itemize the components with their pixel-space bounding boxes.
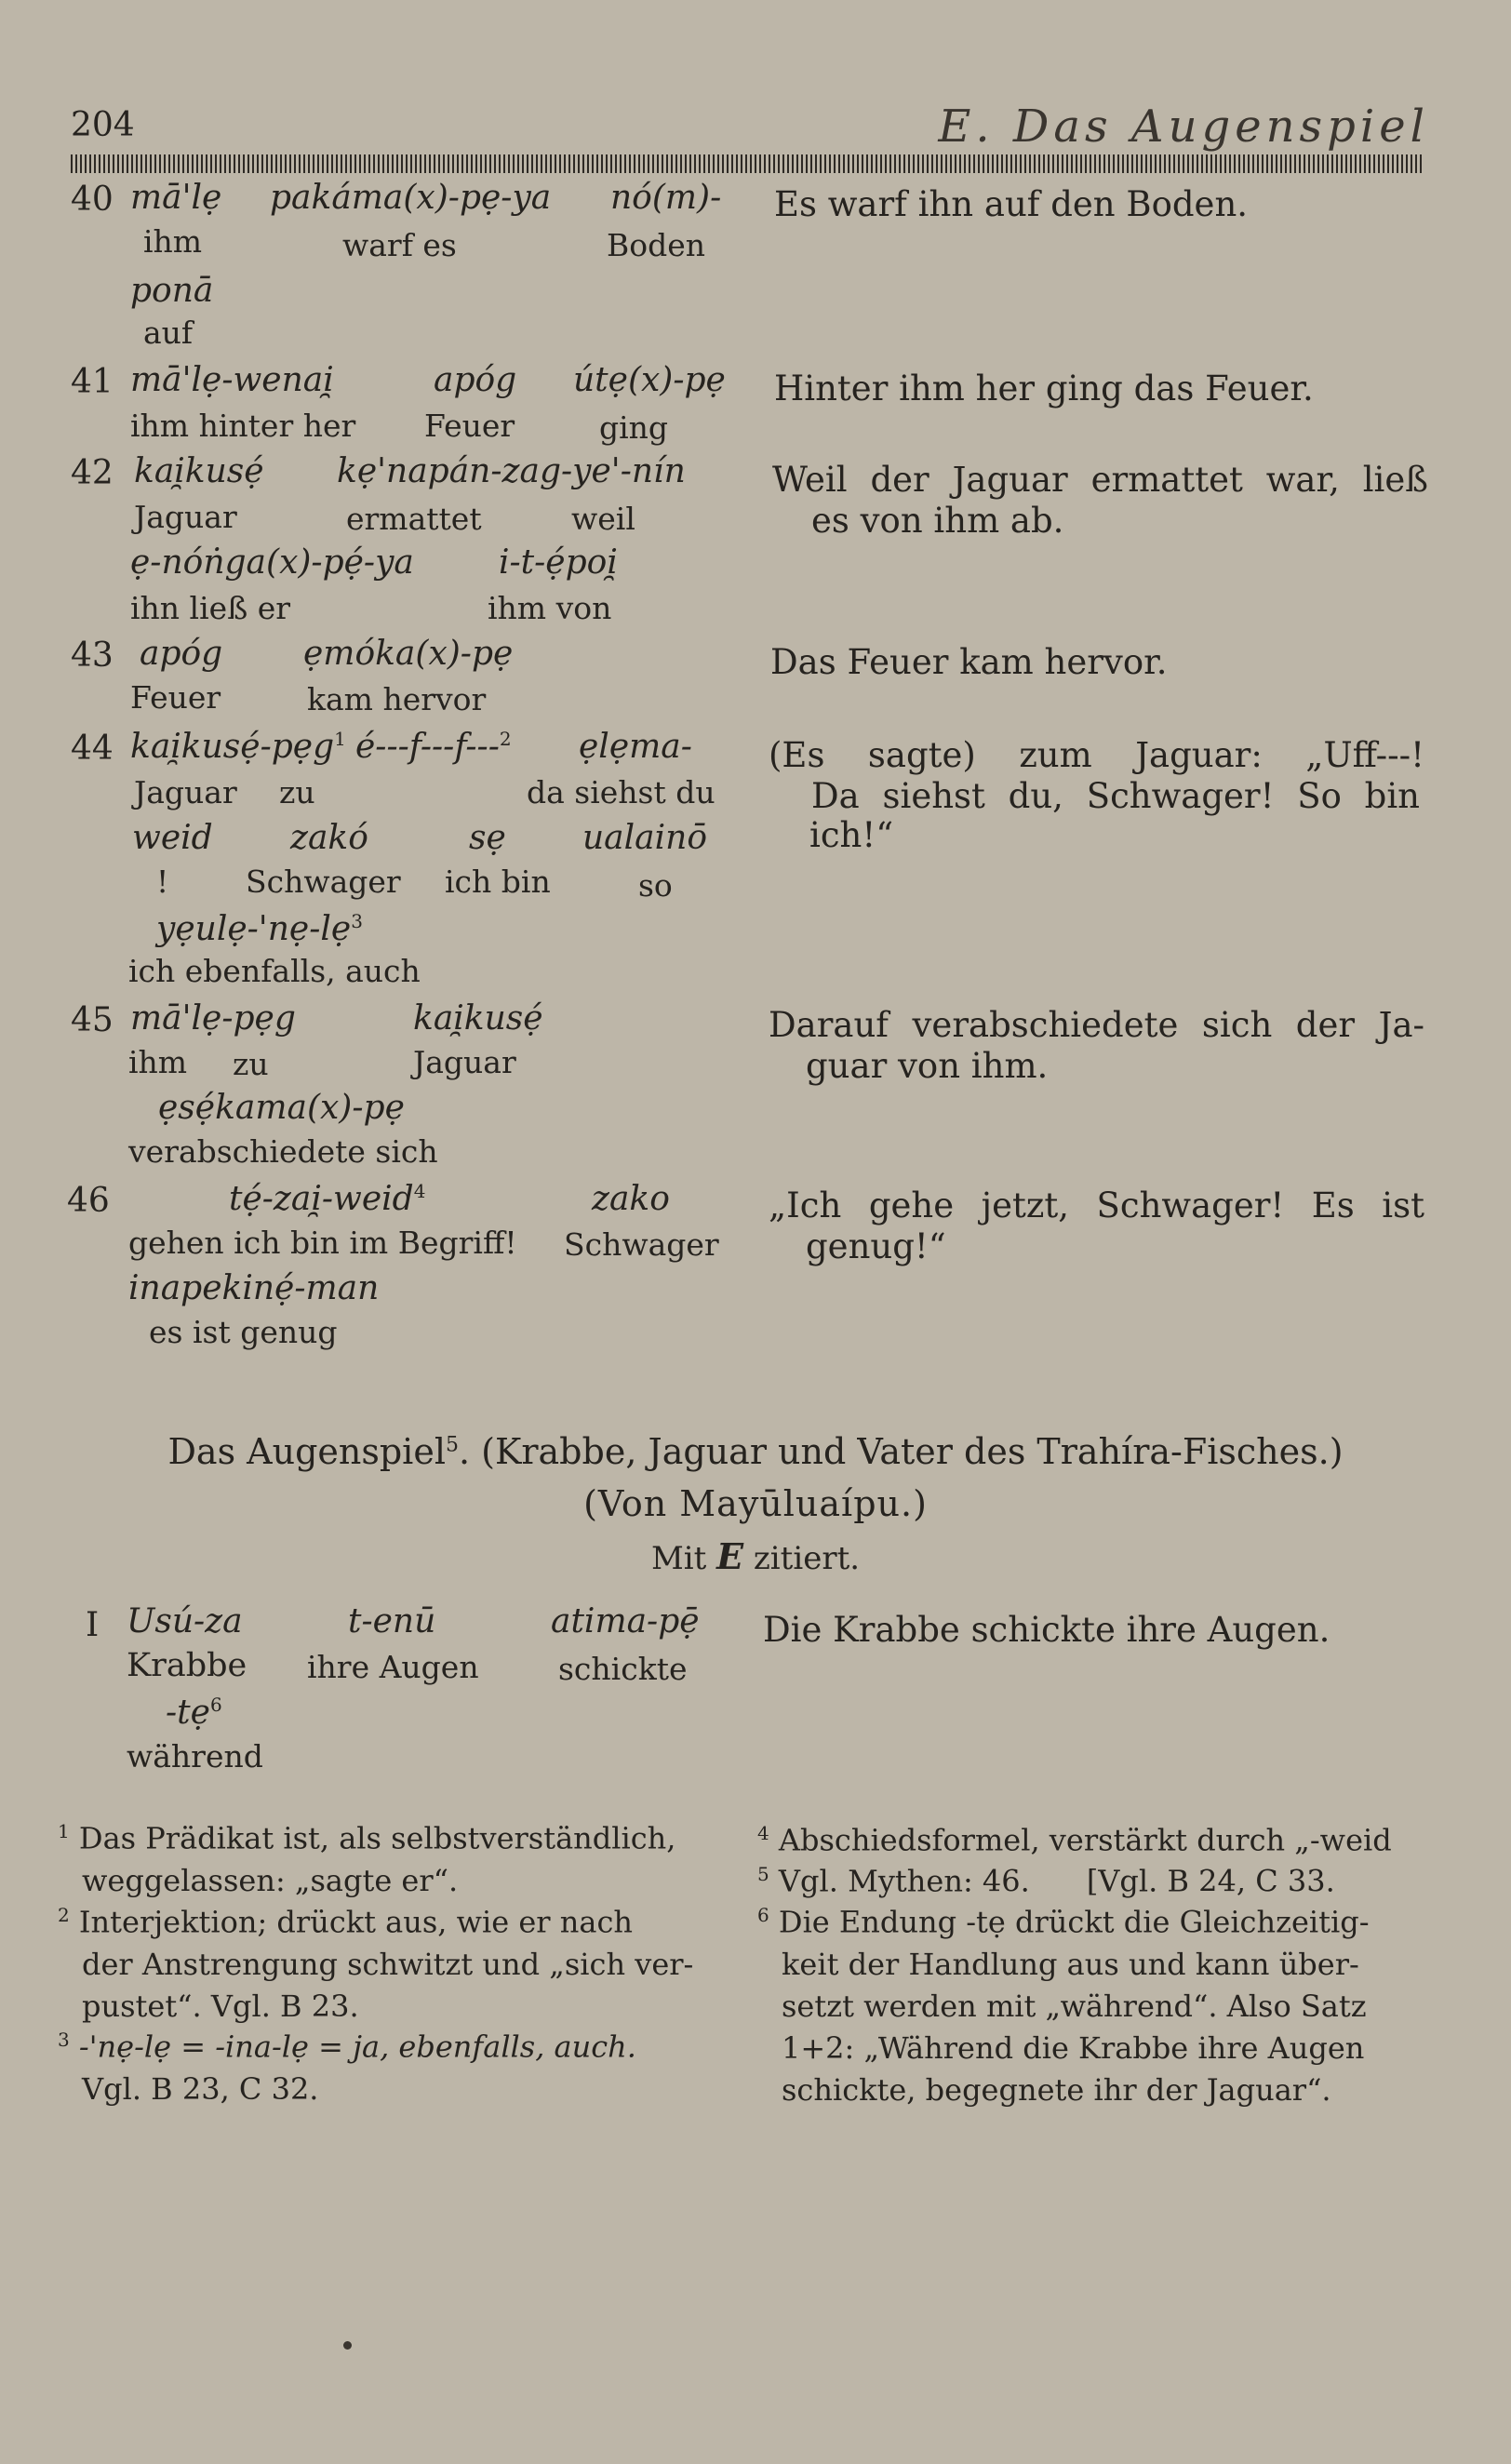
kalapalo-word: i-t-ẹ́poi̯ — [499, 543, 618, 582]
kalapalo-word: t-enū — [348, 1602, 436, 1640]
kalapalo-word: ẹ-nóṅga(x)-pẹ́-ya — [130, 543, 414, 582]
line-number: 44 — [71, 730, 114, 768]
kalapalo-word: Usú-za — [127, 1602, 243, 1640]
section-author: (Von Mayūluaípu.) — [583, 1483, 928, 1524]
gloss: warf es — [342, 227, 457, 263]
section-title: Das Augenspiel$^5$. (Krabbe, Jaguar und Vater des Trahíra-Fisches.) — [167, 1431, 1344, 1472]
kalapalo-word: apóg — [434, 361, 517, 399]
translation: Das Feuer kam hervor. — [770, 642, 1168, 682]
gloss: ihn ließ er — [130, 590, 291, 626]
kalapalo-word: apóg — [140, 635, 223, 673]
print-speck — [343, 2341, 352, 2350]
gloss: Feuer — [130, 679, 221, 716]
translation: Die Krabbe schickte ihre Augen. — [763, 1610, 1330, 1650]
gloss: ! — [156, 864, 169, 900]
gloss: Schwager — [564, 1226, 719, 1263]
gloss: ich ebenfalls, auch — [128, 953, 421, 989]
gloss: Feuer — [424, 408, 515, 444]
running-title: E. Das Augenspiel — [938, 100, 1429, 153]
footnote-2: $^2$ Interjektion; drückt aus, wie er nach der Anstrengung schwitzt und „sich ver- pustet“. Vgl. B 23. — [58, 1904, 694, 2024]
kalapalo-word: mā'lẹ-pẹg — [130, 999, 296, 1038]
gloss: zu — [279, 774, 315, 810]
gloss: ermattet — [346, 501, 482, 537]
translation: Es warf ihn auf den Boden. — [774, 184, 1249, 224]
kalapalo-word: ẹsẹ́kama(x)-pẹ — [158, 1089, 405, 1127]
translation: genug!“ — [806, 1226, 946, 1266]
kalapalo-word: zako — [592, 1180, 670, 1218]
gloss: kam hervor — [307, 681, 487, 717]
kalapalo-word: sẹ — [469, 819, 506, 857]
gloss: verabschiedete sich — [128, 1133, 438, 1170]
gloss: ich bin — [445, 864, 551, 900]
gloss: es ist genug — [149, 1314, 338, 1350]
kalapalo-word: mā'lẹ — [130, 179, 222, 217]
footnote-4: $^4$ Abschiedsformel, verstärkt durch „-weid — [757, 1822, 1392, 1858]
gloss: so — [638, 867, 673, 904]
gloss: weil — [571, 501, 635, 537]
translation: es von ihm ab. — [811, 501, 1064, 541]
gloss: ihm — [128, 1044, 188, 1080]
gloss: Boden — [607, 227, 706, 263]
line-number: I — [86, 1606, 100, 1644]
kalapalo-word: weid — [132, 819, 213, 857]
translation: „Ich gehe jetzt, Schwager! Es ist — [769, 1185, 1424, 1225]
kalapalo-word: atima-pẹ̄ — [551, 1602, 700, 1640]
gloss: ihre Augen — [307, 1649, 479, 1685]
kalapalo-word: inapekinẹ́-man — [128, 1269, 380, 1307]
kalapalo-word: yẹulẹ-'nẹ-lẹ$^3$ — [156, 910, 363, 948]
kalapalo-word: nó(m)- — [610, 179, 722, 217]
line-number: 45 — [71, 1001, 114, 1039]
header-rule — [71, 154, 1422, 173]
gloss: Jaguar — [413, 1044, 516, 1080]
kalapalo-word: ẹmóka(x)-pẹ — [303, 635, 514, 673]
translation: Weil der Jaguar ermattet war, ließ — [772, 460, 1428, 500]
kalapalo-word: -tẹ$^6$ — [166, 1694, 222, 1732]
line-number: 40 — [71, 181, 114, 219]
gloss: ging — [599, 409, 669, 446]
kalapalo-word: ẹlẹma- — [579, 728, 692, 766]
gloss: ihm hinter her — [130, 408, 356, 444]
gloss: Krabbe — [127, 1647, 247, 1684]
kalapalo-word: pakáma(x)-pẹ-ya — [270, 179, 552, 217]
kalapalo-word: mā'lẹ-wenai̯ — [130, 361, 334, 399]
gloss: Jaguar — [134, 499, 237, 535]
kalapalo-word: kai̯kusẹ́ — [413, 999, 543, 1038]
page-number: 204 — [71, 106, 135, 144]
gloss: auf — [143, 315, 194, 351]
line-number: 41 — [71, 363, 114, 401]
footnote-5: $^5$ Vgl. Mythen: 46. [Vgl. B 24, C 33. — [757, 1863, 1335, 1899]
gloss: ihm — [143, 223, 203, 260]
kalapalo-word: útẹ(x)-pẹ — [573, 361, 726, 399]
translation: Darauf verabschiedete sich der Ja- — [769, 1005, 1424, 1045]
translation: (Es sagte) zum Jaguar: „Uff---! — [769, 735, 1424, 775]
gloss: während — [127, 1738, 263, 1774]
kalapalo-word: zakó — [290, 819, 368, 857]
gloss: gehen ich bin im Begriff! — [128, 1225, 517, 1261]
kalapalo-word: kai̯kusẹ́ — [134, 452, 264, 490]
footnote-3: $^3$ -'nẹ-lẹ = -ina-lẹ = ja, ebenfalls, auch. Vgl. B 23, C 32. — [58, 2029, 636, 2107]
translation: guar von ihm. — [806, 1046, 1049, 1086]
line-number: 42 — [71, 454, 114, 492]
kalapalo-word: tẹ́-zai̯-weid$^4$ — [229, 1180, 426, 1218]
gloss: zu — [233, 1046, 269, 1082]
gloss: Schwager — [246, 864, 401, 900]
line-number: 43 — [71, 636, 114, 675]
kalapalo-word: é---f---f---$^2$ — [355, 728, 512, 766]
kalapalo-word: kẹ'napán-zag-ye'-nín — [337, 452, 686, 490]
section-citation: Mit E zitiert. — [650, 1535, 861, 1577]
line-number: 46 — [67, 1182, 110, 1220]
footnote-1: $^1$ Das Prädikat ist, als selbstverständlich, weggelassen: „sagte er“. — [58, 1820, 676, 1898]
translation: ich!“ — [809, 815, 894, 855]
gloss: ihm von — [488, 590, 612, 626]
translation: Hinter ihm her ging das Feuer. — [774, 368, 1314, 408]
translation: Da siehst du, Schwager! So bin — [811, 776, 1420, 816]
gloss: da siehst du — [527, 774, 715, 810]
gloss: schickte — [558, 1651, 688, 1687]
gloss: Jaguar — [134, 774, 237, 810]
kalapalo-word: ponā — [130, 272, 214, 310]
kalapalo-word: kai̯kusẹ́-pẹg$^1$ — [130, 728, 346, 766]
kalapalo-word: ualainō — [582, 819, 707, 857]
footnote-6: $^6$ Die Endung -tẹ drückt die Gleichzeitig- keit der Handlung aus und kann über- setzt werden mit „während“. Also Satz 1+2: „Während die Krabbe ihre Augen schickte, begegnete ihr der Jaguar“. — [757, 1904, 1370, 2108]
